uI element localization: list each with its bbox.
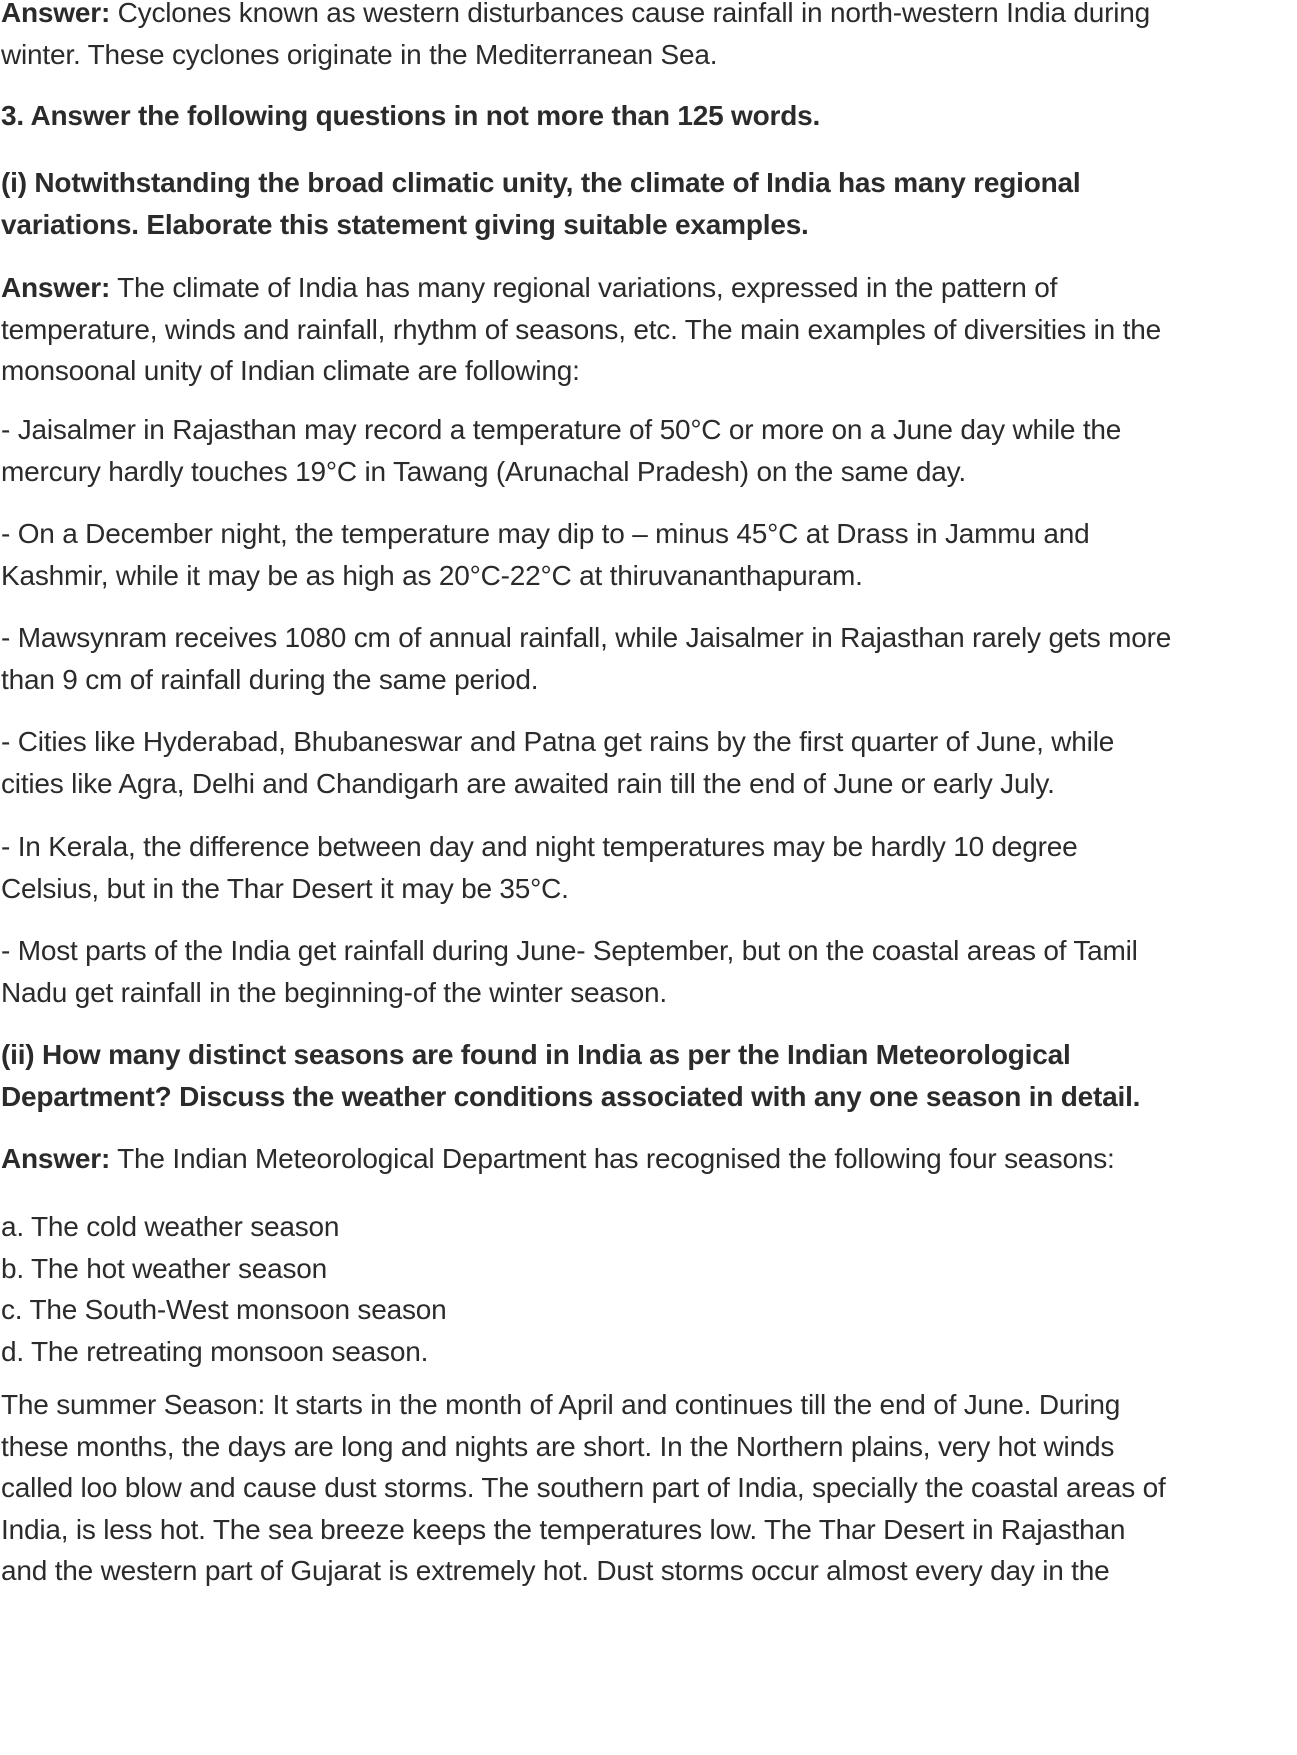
text-line: cities like Agra, Delhi and Chandigarh are awaited rain till the end of June or early July.	[1, 767, 1055, 799]
text-line: - Jaisalmer in Rajasthan may record a temperature of 50°C or more on a June day while the	[1, 414, 1122, 445]
text-line	[1, 0, 1291, 34]
text-line: than 9 cm of rainfall during the same period.	[1, 663, 539, 695]
answer-label: Answer:	[1, 0, 111, 28]
text-line	[1, 267, 1291, 309]
list-item: c. The South-West monsoon season	[1, 1294, 447, 1326]
text-line: Kashmir, while it may be as high as 20°C-22°C at thiruvananthapuram.	[1, 559, 863, 591]
section-heading	[1, 95, 1291, 137]
answer-paragraph-western-disturbances	[1, 0, 1291, 75]
question-line: (ii) How many distinct seasons are found in India as per the Indian Meteorological	[1, 1039, 1071, 1070]
list-item	[1, 721, 1291, 804]
list-item: d. The retreating monsoon season.	[1, 1335, 429, 1367]
text-line: mercury hardly touches 19°C in Tawang (Arunachal Pradesh) on the same day.	[1, 455, 966, 487]
list-item: a. The cold weather season	[1, 1211, 340, 1242]
summer-season-paragraph	[1, 1384, 1291, 1592]
text-line: winter. These cyclones originate in the Mediterranean Sea.	[1, 38, 718, 70]
text-line: - In Kerala, the difference between day and night temperatures may be hardly 10 degree	[1, 831, 1078, 862]
section-heading-text: 3. Answer the following questions in not more than 125 words.	[1, 100, 821, 131]
text-line: Nadu get rainfall in the beginning-of the winter season.	[1, 976, 667, 1008]
list-item	[1, 513, 1291, 596]
text-line	[1, 1138, 1291, 1180]
list-item	[1, 617, 1291, 700]
list-item	[1, 930, 1291, 1013]
text-line: - Most parts of the India get rainfall during June- September, but on the coastal areas of Tamil	[1, 935, 1138, 966]
question-line: variations. Elaborate this statement giving suitable examples.	[1, 208, 809, 240]
seasons-list	[1, 1206, 1291, 1372]
question-1	[1, 162, 1291, 245]
answer-label: Answer:	[1, 1143, 111, 1174]
text-line: and the western part of Gujarat is extremely hot. Dust storms occur almost every day in the	[1, 1555, 1110, 1587]
answer-paragraph-1	[1, 267, 1291, 392]
text-line: Celsius, but in the Thar Desert it may be 35°C.	[1, 872, 569, 904]
answer-label: Answer:	[1, 272, 111, 303]
text-line: monsoonal unity of Indian climate are following:	[1, 355, 580, 387]
text-line: temperature, winds and rainfall, rhythm of seasons, etc. The main examples of diversities in the	[1, 313, 1161, 345]
text-line: called loo blow and cause dust storms. The southern part of India, specially the coastal areas of	[1, 1472, 1166, 1504]
list-item	[1, 409, 1291, 492]
answer-paragraph-2	[1, 1138, 1291, 1180]
answer-text: The Indian Meteorological Department has recognised the following four seasons:	[110, 1143, 1115, 1174]
text-line: - On a December night, the temperature may dip to – minus 45°C at Drass in Jammu and	[1, 518, 1090, 549]
answer-text: The climate of India has many regional variations, expressed in the pattern of	[110, 272, 1058, 303]
list-item: b. The hot weather season	[1, 1252, 328, 1284]
list-item	[1, 826, 1291, 909]
question-2	[1, 1034, 1291, 1117]
text-line: - Mawsynram receives 1080 cm of annual rainfall, while Jaisalmer in Rajasthan rarely gets more	[1, 622, 1172, 653]
text-line: India, is less hot. The sea breeze keeps the temperatures low. The Thar Desert in Rajasthan	[1, 1513, 1126, 1545]
question-line: Department? Discuss the weather conditions associated with any one season in detail.	[1, 1080, 1141, 1112]
answer-text: Cyclones known as western disturbances cause rainfall in north-western India during	[110, 0, 1151, 28]
text-line: - Cities like Hyderabad, Bhubaneswar and Patna get rains by the first quarter of June, while	[1, 726, 1115, 757]
text-line: The summer Season: It starts in the month of April and continues till the end of June. During	[1, 1389, 1121, 1420]
text-line: these months, the days are long and nights are short. In the Northern plains, very hot winds	[1, 1430, 1115, 1462]
question-line: (i) Notwithstanding the broad climatic unity, the climate of India has many regional	[1, 167, 1081, 198]
